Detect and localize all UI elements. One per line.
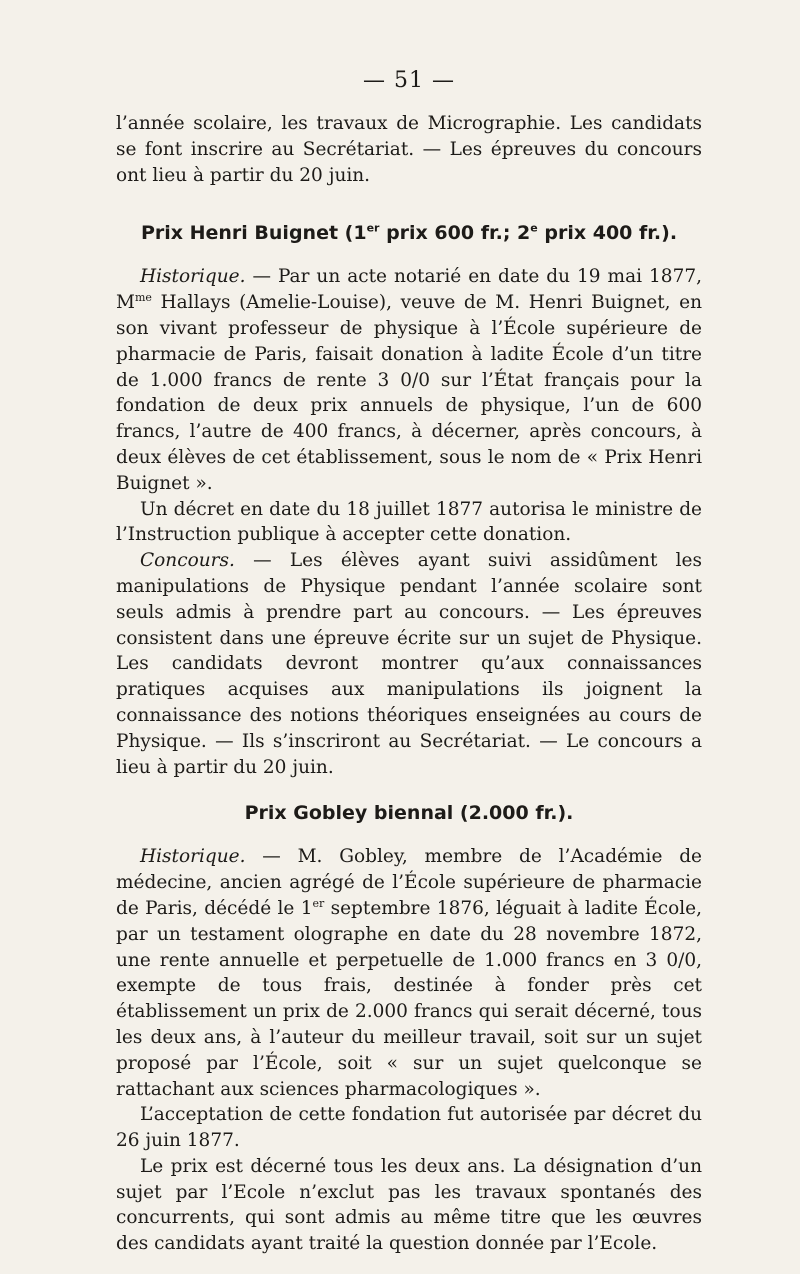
buignet-decree-paragraph: Un décret en date du 18 juillet 1877 autorisa le ministre de l’Instruction publique à accepter cette donation. (116, 498, 702, 546)
heading-superscript: er (366, 222, 380, 236)
section-heading-buignet (116, 222, 702, 244)
page-number: — 51 — (363, 68, 455, 93)
gobley-acceptance-paragraph: L’acceptation de cette fondation fut autorisée par décret du 26 juin 1877. (116, 1104, 702, 1152)
intro-paragraph: l’année scolaire, les travaux de Micrographie. Les candidats se font inscrire au Secrétariat. — Les épreuves du concours ont lieu à partir du 20 juin. (116, 113, 702, 186)
heading-superscript: e (530, 222, 538, 236)
gobley-historique-paragraph (116, 844, 702, 1102)
buignet-concours-paragraph (116, 548, 702, 780)
heading-text-part: prix 400 fr.). (537, 222, 678, 245)
historique-label: Historique. (140, 846, 246, 868)
paragraph-text: — M. Gobley, membre de l’Académie de médecine, ancien agrégé de l’École supérieure de pharmacie de Paris, décédé le 1 (116, 846, 702, 919)
gobley-award-paragraph: Le prix est décerné tous les deux ans. La désignation d’un sujet par l’Ecole n’exclut pas les travaux spontanés des concurrents, qui sont admis au même titre que les œuvres des candidats ayant traité la question donnée par l’Ecole. (116, 1155, 702, 1255)
superscript: er (312, 896, 325, 910)
paragraph-text: septembre 1876, léguait à ladite École, par un testament olographe en date du 28 novembre 1872, une rente annuelle et perpetuelle de 1.000 francs en 3 0/0, exempte de tous frais, destinée à fonder près cet établissement un prix de 2.000 francs qui serait décerné, tous les deux ans, à l’auteur du meilleur travail, soit sur un sujet proposé par l’École, soit « sur un sujet quelconque se rattachant aux sciences pharmacologiques ». (116, 897, 702, 1100)
historique-label: Historique. (140, 266, 246, 288)
heading-text-part: Prix Henri Buignet (1 (140, 222, 367, 245)
paragraph-text: — Par un acte notarié en date du 19 mai 1877, M (116, 266, 702, 314)
buignet-historique-paragraph (116, 264, 702, 496)
concours-label: Concours. (140, 550, 235, 572)
superscript: me (134, 291, 152, 305)
heading-text-part: prix 600 fr.; 2 (379, 222, 531, 245)
paragraph-text: — Les élèves ayant suivi assidûment les manipulations de Physique pendant l’année scolaire sont seuls admis à prendre part au concours. — Les épreuves consistent dans une épreuve écrite sur un sujet de Physique. Les candidats devront montrer qu’aux connaissances pratiques acquises aux manipulations ils joignent la connaissance des notions théoriques enseignées au cours de Physique. — Ils s’inscriront au Secrétariat. — Le concours a lieu à partir du 20 juin. (116, 550, 702, 778)
section-heading-gobley: Prix Gobley biennal (2.000 fr.). (244, 802, 574, 825)
paragraph-text: Hallays (Amelie-Louise), veuve de M. Henri Buignet, en son vivant professeur de physique à l’École supérieure de pharmacie de Paris, faisait donation à ladite École d’un titre de 1.000 francs de rente 3 0/0 sur l’État français pour la fondation de deux prix annuels de physique, l’un de 600 francs, l’autre de 400 francs, à décerner, après concours, à deux élèves de cet établissement, sous le nom de « Prix Henri Buignet ». (116, 292, 702, 494)
